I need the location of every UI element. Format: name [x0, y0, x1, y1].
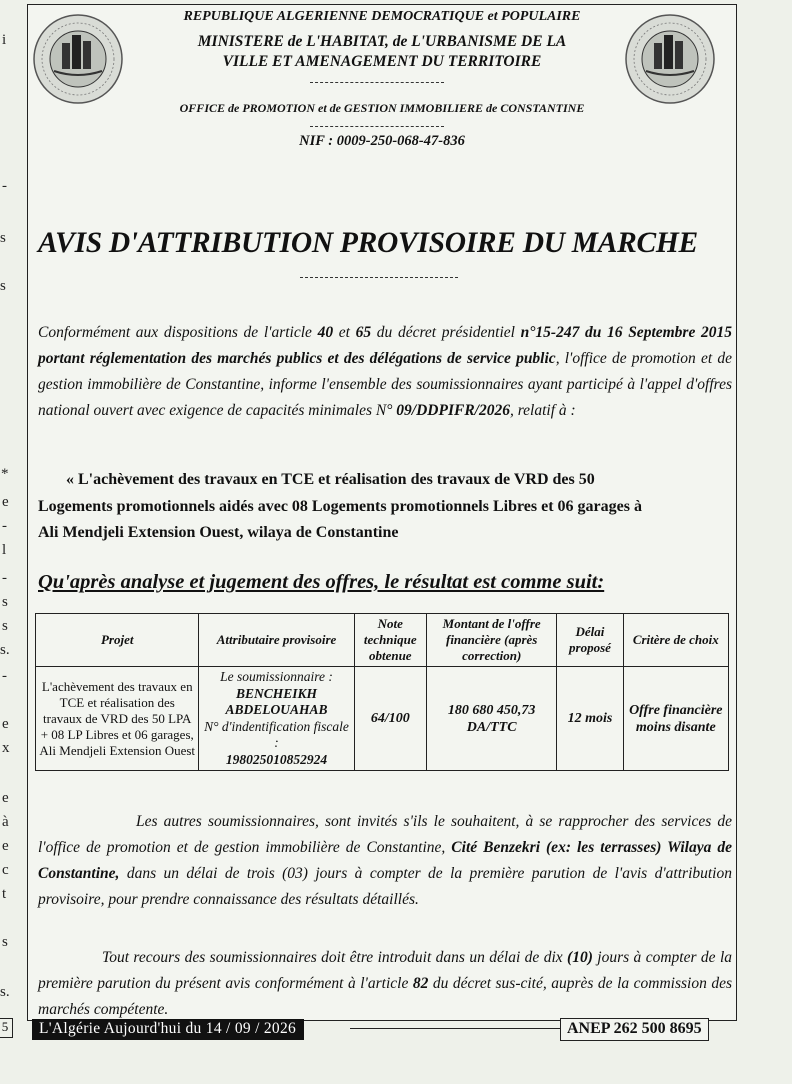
result-heading: Qu'après analyse et jugement des offres, le résultat est comme suit:	[38, 571, 605, 593]
margin-fragment: c	[2, 862, 9, 878]
award-table	[35, 613, 729, 771]
attr-id-label: N° d'indentification fiscale :	[204, 718, 349, 750]
table-header-row	[36, 614, 729, 667]
para3-text: Tout recours des soumissionnaires doit être introduit dans un délai de dix	[102, 949, 568, 966]
margin-fragment: s	[0, 278, 6, 294]
appeal-paragraph	[38, 945, 732, 1023]
margin-fragment: s	[2, 934, 8, 950]
margin-fragment: -	[2, 668, 7, 684]
margin-fragment: e	[2, 494, 9, 510]
notice-frame	[27, 4, 737, 1021]
intro-text: Conformément aux dispositions de l'article	[38, 324, 318, 341]
project-object-line: « L'achèvement des travaux en TCE et réalisation des travaux de VRD des 50	[66, 471, 595, 488]
intro-text: , relatif à :	[509, 402, 576, 419]
margin-fragment: x	[2, 740, 10, 756]
header-divider	[310, 82, 444, 83]
margin-fragment: s	[2, 594, 8, 610]
margin-fragment: -	[2, 570, 7, 586]
attr-name: BENCHEIKH ABDELOUAHAB	[225, 685, 328, 717]
cell-delai: 12 mois	[557, 667, 623, 771]
intro-text: du décret présidentiel	[371, 324, 521, 341]
intro-text: et	[333, 324, 356, 341]
margin-fragment: à	[2, 814, 9, 830]
appeal-days: (10)	[567, 949, 593, 966]
project-object-line: Ali Mendjeli Extension Ouest, wilaya de Constantine	[38, 524, 399, 541]
other-bidders-paragraph	[38, 809, 732, 913]
col-header-projet: Projet	[36, 614, 199, 667]
margin-fragment: e	[2, 790, 9, 806]
cell-montant: 180 680 450,73 DA/TTC	[427, 667, 557, 771]
col-header-critere: Critère de choix	[623, 614, 728, 667]
intro-text: , l'office de promotion et de gestion immobilière de Constantine, informe l'ensemble des soumissionnaires ayant participé à l'appel d'offres national ouvert avec exigence de capacités minimales N°	[38, 350, 732, 419]
margin-fragment: t	[2, 886, 7, 902]
anep-reference: ANEP 262 500 8695	[560, 1018, 709, 1041]
nif-line: NIF : 0009-250-068-47-836	[299, 133, 465, 149]
attr-label: Le soumissionnaire :	[220, 669, 333, 684]
ministry-heading	[28, 32, 736, 72]
margin-fragment: s	[0, 230, 6, 246]
page-number-fragment: 5	[0, 1018, 13, 1038]
margin-fragment: l	[2, 542, 7, 558]
para3-text: jours à compter de la première parution du présent avis conformément à l'article	[38, 949, 732, 992]
office-divider	[310, 126, 444, 127]
col-header-delai: Délai proposé	[557, 614, 623, 667]
cell-note: 64/100	[354, 667, 426, 771]
margin-fragment: -	[2, 518, 7, 534]
project-object-line: Logements promotionnels aidés avec 08 Logements promotionnels Libres et 06 garages à	[38, 497, 642, 515]
cell-projet: L'achèvement des travaux en TCE et réalisation des travaux de VRD des 50 LPA + 08 LP Libres et 06 garages, Ali Mendjeli Extension Ouest	[36, 667, 199, 771]
office-heading: OFFICE de PROMOTION et de GESTION IMMOBILIERE de CONSTANTINE	[179, 101, 585, 115]
intro-decree: n°15-247 du 16 Septembre 2015 portant réglementation des marchés publics et des délégations de service public	[38, 324, 733, 367]
col-header-montant: Montant de l'offre financière (après correction)	[427, 614, 557, 667]
article-82: 82	[412, 975, 429, 992]
ministry-line-1: MINISTERE de L'HABITAT, de L'URBANISME DE LA	[197, 33, 567, 50]
para2-text: dans un délai de trois (03) jours à compter de la première parution de l'avis d'attribution provisoire, pour prendre connaissance des résultats détaillés.	[38, 865, 732, 908]
notice-title: AVIS D'ATTRIBUTION PROVISOIRE DU MARCHE	[38, 227, 698, 259]
ministry-line-2: VILLE ET AMENAGEMENT DU TERRITOIRE	[222, 53, 542, 70]
republic-heading: REPUBLIQUE ALGERIENNE DEMOCRATIQUE et POPULAIRE	[183, 9, 581, 24]
cell-critere: Offre financière moins disante	[623, 667, 728, 771]
intro-article-65: 65	[355, 324, 372, 341]
margin-fragment: i	[2, 32, 7, 48]
para2-text: Les autres soumissionnaires, sont invités s'ils le souhaitent, à se rapprocher des services de l'office de promotion et de gestion immobilière de Constantine,	[38, 813, 732, 856]
intro-paragraph	[38, 320, 732, 424]
publication-date-badge: L'Algérie Aujourd'hui du 14 / 09 / 2026	[32, 1019, 304, 1040]
tender-number: 09/DDPIFR/2026	[396, 402, 510, 419]
office-address: Cité Benzekri (ex: les terrasses) Wilaya de Constantine,	[38, 839, 732, 882]
title-divider	[300, 277, 458, 278]
margin-fragment: s.	[0, 984, 10, 1000]
col-header-attributaire: Attributaire provisoire	[199, 614, 354, 667]
col-header-note: Note technique obtenue	[354, 614, 426, 667]
margin-fragment: -	[2, 178, 7, 194]
cell-attributaire	[199, 667, 354, 771]
project-object	[38, 467, 734, 547]
para3-text: du décret sus-cité, auprès de la commission des marchés compétente.	[38, 975, 732, 1018]
attr-id: 198025010852924	[225, 751, 328, 767]
margin-fragment: e	[2, 838, 9, 854]
table-row	[36, 667, 729, 771]
margin-fragment: e	[2, 716, 9, 732]
margin-fragment: s	[2, 618, 8, 634]
margin-fragment: *	[1, 466, 9, 482]
footer-rule	[350, 1028, 560, 1029]
intro-article-40: 40	[317, 324, 334, 341]
margin-fragment: s.	[0, 642, 10, 658]
